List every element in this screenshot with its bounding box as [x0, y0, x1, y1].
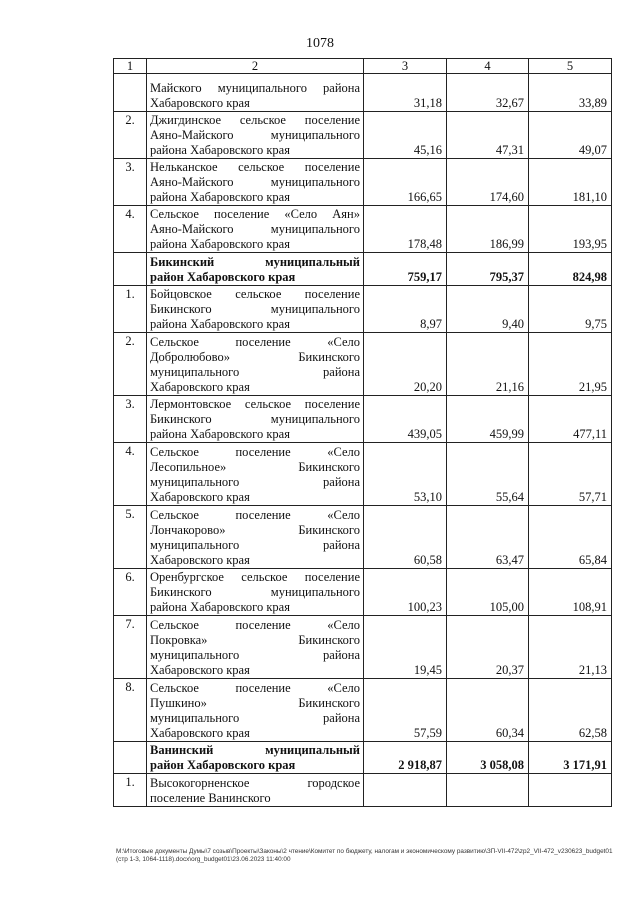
- value-column-5: 57,71: [529, 443, 612, 506]
- value-column-4: 32,67: [447, 74, 529, 112]
- territory-name-line: Ванинский муниципальный: [150, 743, 360, 757]
- territory-name-line: муниципального района: [150, 475, 360, 489]
- value-column-4: 55,64: [447, 443, 529, 506]
- territory-name-line: района Хабаровского края: [150, 143, 290, 157]
- territory-name-line: района Хабаровского края: [150, 237, 290, 251]
- value-column-5: 9,75: [529, 286, 612, 333]
- territory-name-line: района Хабаровского края: [150, 317, 290, 331]
- value-column-4: 21,16: [447, 333, 529, 396]
- territory-name: [147, 74, 364, 112]
- row-number: [114, 253, 147, 286]
- value-column-4: 63,47: [447, 506, 529, 569]
- value-column-5: [529, 774, 612, 807]
- table-header-row: [114, 59, 612, 74]
- row-number: 6.: [114, 569, 147, 616]
- territory-name-line: район Хабаровского края: [150, 270, 296, 284]
- territory-name: [147, 506, 364, 569]
- row-number: 1.: [114, 774, 147, 807]
- value-column-5: 477,11: [529, 396, 612, 443]
- budget-table-body: [114, 59, 612, 807]
- value-column-3: 100,23: [364, 569, 447, 616]
- territory-name-line: Бойцовское сельское поселение: [150, 287, 360, 301]
- settlement-row: [114, 569, 612, 616]
- territory-name-line: района Хабаровского края: [150, 600, 290, 614]
- territory-name-line: Хабаровского края: [150, 553, 250, 567]
- value-column-5: 21,95: [529, 333, 612, 396]
- territory-name-line: Аяно-Майского муниципального: [150, 128, 360, 142]
- territory-name: [147, 333, 364, 396]
- territory-name-line: Лончакорово» Бикинского: [150, 523, 360, 537]
- territory-name: [147, 616, 364, 679]
- value-column-4: 47,31: [447, 112, 529, 159]
- territory-name-line: Оренбургское сельское поселение: [150, 570, 360, 584]
- row-number: 7.: [114, 616, 147, 679]
- value-column-4: 9,40: [447, 286, 529, 333]
- value-column-3: 53,10: [364, 443, 447, 506]
- row-number: 5.: [114, 506, 147, 569]
- settlement-row: [114, 206, 612, 253]
- territory-name-line: Бикинский муниципальный: [150, 255, 360, 269]
- territory-name-line: Бикинского муниципального: [150, 585, 360, 599]
- value-column-4: 186,99: [447, 206, 529, 253]
- value-column-4: 3 058,08: [447, 742, 529, 774]
- territory-name: [147, 774, 364, 807]
- settlement-row: [114, 112, 612, 159]
- territory-name-line: Джигдинское сельское поселение: [150, 113, 360, 127]
- settlement-row: [114, 333, 612, 396]
- value-column-4: 105,00: [447, 569, 529, 616]
- settlement-row: [114, 74, 612, 112]
- value-column-5: 108,91: [529, 569, 612, 616]
- territory-name-line: Покровка» Бикинского: [150, 633, 360, 647]
- territory-name: [147, 396, 364, 443]
- value-column-5: 193,95: [529, 206, 612, 253]
- territory-name-line: Лермонтовское сельское поселение: [150, 397, 360, 411]
- value-column-3: 60,58: [364, 506, 447, 569]
- value-column-5: 65,84: [529, 506, 612, 569]
- value-column-5: 181,10: [529, 159, 612, 206]
- value-column-3: 2 918,87: [364, 742, 447, 774]
- document-file-path: M:\Итоговые документы Думы\7 созыв\Проекты\Законы\2 чтение\Комитет по бюджету, налогам и экономическому развитию\ЗП-VII-472\zp2_VII-472_v230623_budget01(стр 1-3, 1064-1118).docx\org_budget01\23.06.2023 11:40:00: [116, 848, 613, 863]
- value-column-3: 20,20: [364, 333, 447, 396]
- value-column-3: 31,18: [364, 74, 447, 112]
- settlement-row: [114, 159, 612, 206]
- territory-name: [147, 443, 364, 506]
- value-column-4: 20,37: [447, 616, 529, 679]
- territory-name-line: Добролюбово» Бикинского: [150, 350, 360, 364]
- value-column-5: 824,98: [529, 253, 612, 286]
- value-column-3: 19,45: [364, 616, 447, 679]
- value-column-4: 459,99: [447, 396, 529, 443]
- territory-name-line: Высокогорненское городское: [150, 776, 360, 790]
- row-number: 8.: [114, 679, 147, 742]
- territory-name-line: Аяно-Майского муниципального: [150, 222, 360, 236]
- territory-name: [147, 253, 364, 286]
- territory-name: [147, 679, 364, 742]
- territory-name-line: муниципального района: [150, 538, 360, 552]
- settlement-row: [114, 443, 612, 506]
- value-column-3: 166,65: [364, 159, 447, 206]
- header-cell-2: 2: [147, 59, 364, 74]
- value-column-4: [447, 774, 529, 807]
- territory-name-line: поселение Ванинского: [150, 791, 271, 805]
- territory-name-line: муниципального района: [150, 648, 360, 662]
- row-number: 2.: [114, 112, 147, 159]
- settlement-row: [114, 679, 612, 742]
- value-column-4: 60,34: [447, 679, 529, 742]
- row-number: 4.: [114, 206, 147, 253]
- district-total-row: [114, 742, 612, 774]
- territory-name-line: Хабаровского края: [150, 663, 250, 677]
- territory-name-line: Нельканское сельское поселение: [150, 160, 360, 174]
- territory-name-line: района Хабаровского края: [150, 190, 290, 204]
- value-column-3: 439,05: [364, 396, 447, 443]
- territory-name-line: Бикинского муниципального: [150, 412, 360, 426]
- row-number: 3.: [114, 396, 147, 443]
- value-column-5: 3 171,91: [529, 742, 612, 774]
- territory-name-line: Аяно-Майского муниципального: [150, 175, 360, 189]
- territory-name-line: район Хабаровского края: [150, 758, 296, 772]
- territory-name-line: района Хабаровского края: [150, 427, 290, 441]
- budget-table: [113, 58, 612, 807]
- value-column-3: [364, 774, 447, 807]
- row-number: 4.: [114, 443, 147, 506]
- territory-name-line: Сельское поселение «Село: [150, 508, 360, 522]
- value-column-5: 62,58: [529, 679, 612, 742]
- row-number: 3.: [114, 159, 147, 206]
- territory-name-line: муниципального района: [150, 711, 360, 725]
- settlement-row: [114, 396, 612, 443]
- header-cell-3: 3: [364, 59, 447, 74]
- value-column-4: 795,37: [447, 253, 529, 286]
- value-column-5: 49,07: [529, 112, 612, 159]
- value-column-3: 178,48: [364, 206, 447, 253]
- territory-name-line: Хабаровского края: [150, 490, 250, 504]
- territory-name: [147, 159, 364, 206]
- territory-name-line: Лесопильное» Бикинского: [150, 460, 360, 474]
- territory-name: [147, 569, 364, 616]
- settlement-row: [114, 616, 612, 679]
- territory-name-line: Хабаровского края: [150, 96, 250, 110]
- row-number: 2.: [114, 333, 147, 396]
- value-column-3: 45,16: [364, 112, 447, 159]
- row-number: 1.: [114, 286, 147, 333]
- value-column-5: 33,89: [529, 74, 612, 112]
- territory-name-line: Бикинского муниципального: [150, 302, 360, 316]
- settlement-row: [114, 286, 612, 333]
- value-column-3: 8,97: [364, 286, 447, 333]
- header-cell-4: 4: [447, 59, 529, 74]
- territory-name: [147, 742, 364, 774]
- row-number: [114, 742, 147, 774]
- territory-name-line: Сельское поселение «Село: [150, 681, 360, 695]
- territory-name-line: Сельское поселение «Село: [150, 445, 360, 459]
- territory-name-line: Хабаровского края: [150, 726, 250, 740]
- header-cell-5: 5: [529, 59, 612, 74]
- territory-name-line: Хабаровского края: [150, 380, 250, 394]
- row-number: [114, 74, 147, 112]
- territory-name: [147, 112, 364, 159]
- value-column-4: 174,60: [447, 159, 529, 206]
- territory-name-line: Сельское поселение «Село Аян»: [150, 207, 360, 221]
- territory-name-line: Майского муниципального района: [150, 81, 360, 95]
- value-column-3: 57,59: [364, 679, 447, 742]
- settlement-row: [114, 506, 612, 569]
- page-number: 1078: [306, 36, 334, 51]
- territory-name-line: Сельское поселение «Село: [150, 335, 360, 349]
- territory-name-line: муниципального района: [150, 365, 360, 379]
- value-column-3: 759,17: [364, 253, 447, 286]
- header-cell-1: 1: [114, 59, 147, 74]
- territory-name: [147, 286, 364, 333]
- territory-name: [147, 206, 364, 253]
- territory-name-line: Пушкино» Бикинского: [150, 696, 360, 710]
- value-column-5: 21,13: [529, 616, 612, 679]
- territory-name-line: Сельское поселение «Село: [150, 618, 360, 632]
- district-total-row: [114, 253, 612, 286]
- settlement-row: [114, 774, 612, 807]
